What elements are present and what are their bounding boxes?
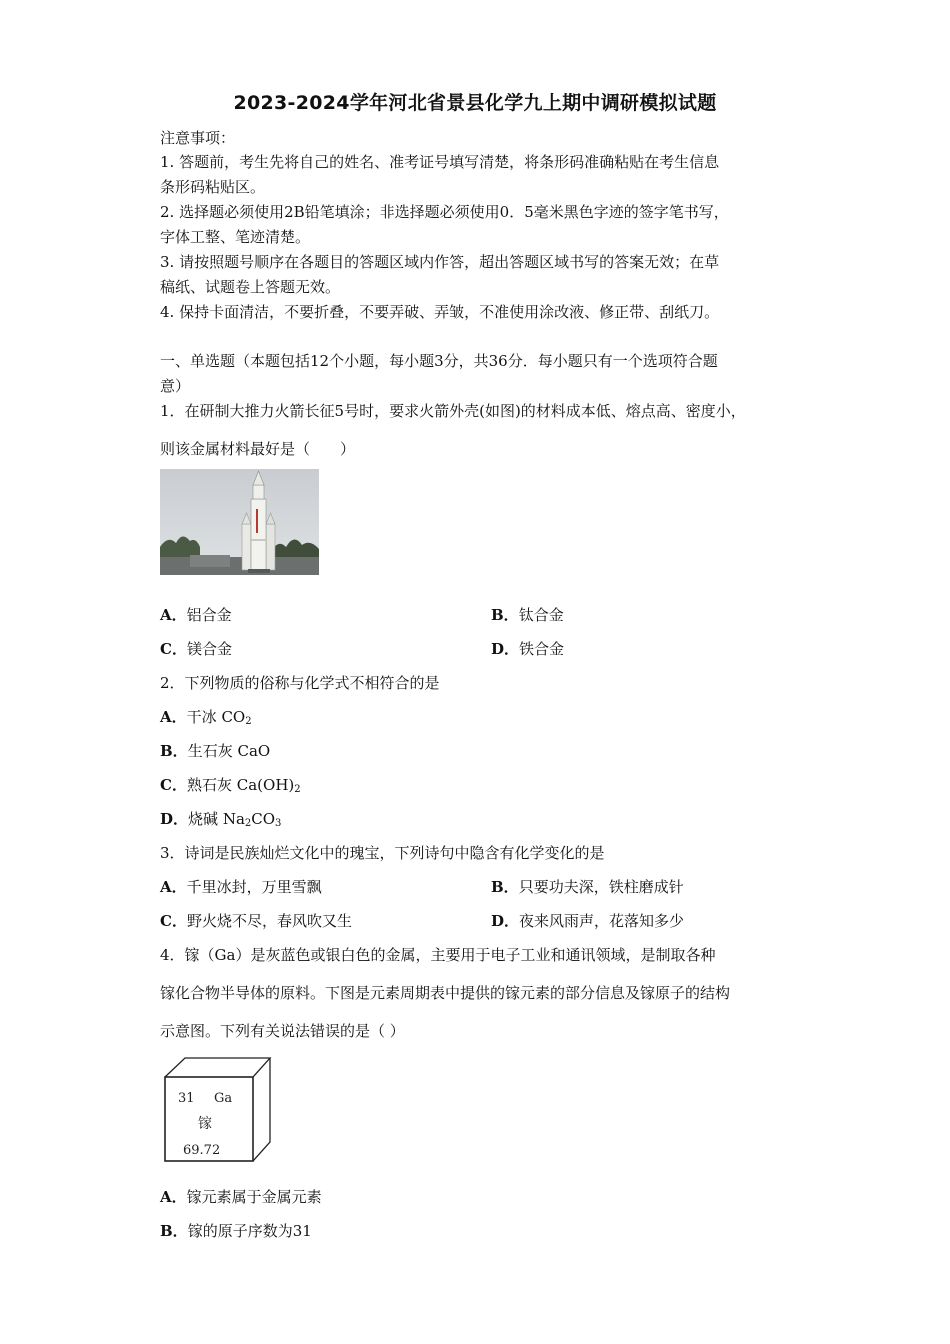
notice-item-1: 1. 答题前，考生先将自己的姓名、准考证号填写清楚，将条形码准确粘贴在考生信息	[160, 153, 720, 171]
q3-option-d-letter: D．	[491, 912, 520, 930]
q2-option-b-name: 生石灰	[187, 742, 233, 760]
q2-option-c-formula: $Ca(OH)_2$	[236, 776, 301, 795]
q1-option-a[interactable]	[160, 605, 232, 625]
rocket-photo	[160, 469, 319, 575]
element-box-drawing	[158, 1055, 274, 1165]
q4-option-a-letter: A．	[160, 1188, 187, 1206]
q2-option-d-letter: D．	[160, 810, 189, 828]
q4-option-a[interactable]	[160, 1187, 322, 1207]
q1-option-b-letter: B．	[491, 606, 519, 624]
q2-option-b-formula: CaO	[237, 742, 271, 760]
q3-option-b[interactable]	[491, 877, 684, 897]
q3-option-b-letter: B．	[491, 878, 519, 896]
element-mass: 69.72	[183, 1143, 221, 1158]
section-heading: 一、单选题（本题包括12个小题，每小题3分，共36分．每小题只有一个选项符合题	[160, 352, 718, 370]
element-symbol: Ga	[214, 1091, 233, 1106]
q4-option-a-text: 镓元素属于金属元素	[186, 1188, 322, 1206]
q3-option-c-text: 野火烧不尽，春风吹又生	[186, 912, 352, 930]
q3-option-d-text: 夜来风雨声，花落知多少	[519, 912, 685, 930]
q3-option-a-text: 千里冰封，万里雪飘	[186, 878, 322, 896]
q4-option-b[interactable]	[160, 1221, 312, 1241]
q4-option-b-letter: B．	[160, 1222, 188, 1240]
q1-option-d-letter: D．	[491, 640, 520, 658]
q1-option-a-letter: A．	[160, 606, 187, 624]
notice-item-1-cont: 条形码粘贴区。	[160, 178, 266, 196]
q2-option-a[interactable]	[160, 707, 252, 732]
q1-option-c-text: 镁合金	[186, 640, 232, 658]
q2-option-c[interactable]	[160, 775, 301, 800]
q3-option-a[interactable]	[160, 877, 322, 897]
q4-stem: 4．镓（Ga）是灰蓝色或银白色的金属，主要用于电子工业和通讯领域，是制取各种	[160, 946, 716, 964]
q4-stem-cont-1: 镓化合物半导体的原料。下图是元素周期表中提供的镓元素的部分信息及镓原子的结构	[160, 984, 731, 1002]
q3-stem: 3．诗词是民族灿烂文化中的瑰宝，下列诗句中隐含有化学变化的是	[160, 844, 605, 862]
element-number: 31	[178, 1091, 195, 1106]
q1-stem: 1．在研制大推力火箭长征5号时，要求火箭外壳(如图)的材料成本低、熔点高、密度小，	[160, 402, 746, 420]
section-heading-cont: 意）	[160, 377, 191, 395]
notice-heading: 注意事项：	[160, 129, 236, 147]
q1-option-a-text: 铝合金	[186, 606, 232, 624]
notice-item-2: 2. 选择题必须使用2B铅笔填涂；非选择题必须使用0．5毫米黑色字迹的签字笔书写，	[160, 203, 729, 221]
q2-option-a-formula: $CO_2$	[221, 708, 252, 727]
q3-option-a-letter: A．	[160, 878, 187, 896]
element-name: 镓	[198, 1116, 212, 1132]
q2-option-c-name: 熟石灰	[186, 776, 232, 794]
q2-option-d[interactable]	[160, 809, 281, 834]
q1-stem-cont: 则该金属材料最好是（ ）	[160, 440, 356, 458]
periodic-table-cell	[158, 1055, 274, 1165]
notice-item-3-cont: 稿纸、试题卷上答题无效。	[160, 278, 341, 296]
q2-option-d-formula: $Na_2CO_3$	[222, 810, 282, 829]
q1-option-c-letter: C．	[160, 640, 187, 658]
q1-option-d-text: 铁合金	[519, 640, 565, 658]
q2-option-b-letter: B．	[160, 742, 188, 760]
q3-option-c-letter: C．	[160, 912, 187, 930]
notice-item-3: 3. 请按照题号顺序在各题目的答题区域内作答，超出答题区域书写的答案无效；在草	[160, 253, 720, 271]
notice-item-2-cont: 字体工整、笔迹清楚。	[160, 228, 311, 246]
q3-option-b-text: 只要功夫深，铁柱磨成针	[518, 878, 684, 896]
page-title: 2023-2024学年河北省景县化学九上期中调研模拟试题	[233, 92, 717, 114]
q2-option-c-letter: C．	[160, 776, 187, 794]
q3-option-d[interactable]	[491, 911, 684, 931]
notice-item-4: 4. 保持卡面清洁，不要折叠，不要弄破、弄皱，不准使用涂改液、修正带、刮纸刀。	[160, 303, 720, 321]
q1-option-d[interactable]	[491, 639, 564, 659]
q2-option-b[interactable]	[160, 741, 270, 761]
rocket-image	[160, 469, 319, 575]
q2-option-d-name: 烧碱	[188, 810, 219, 828]
q1-option-b[interactable]	[491, 605, 564, 625]
q1-option-c[interactable]	[160, 639, 232, 659]
q2-stem: 2．下列物质的俗称与化学式不相符合的是	[160, 674, 440, 692]
q2-option-a-letter: A．	[160, 708, 187, 726]
q1-option-b-text: 钛合金	[518, 606, 564, 624]
q3-option-c[interactable]	[160, 911, 352, 931]
q4-stem-cont-2: 示意图。下列有关说法错误的是（ ）	[160, 1022, 405, 1040]
q4-option-b-text: 镓的原子序数为31	[187, 1222, 312, 1240]
q2-option-a-name: 干冰	[186, 708, 217, 726]
